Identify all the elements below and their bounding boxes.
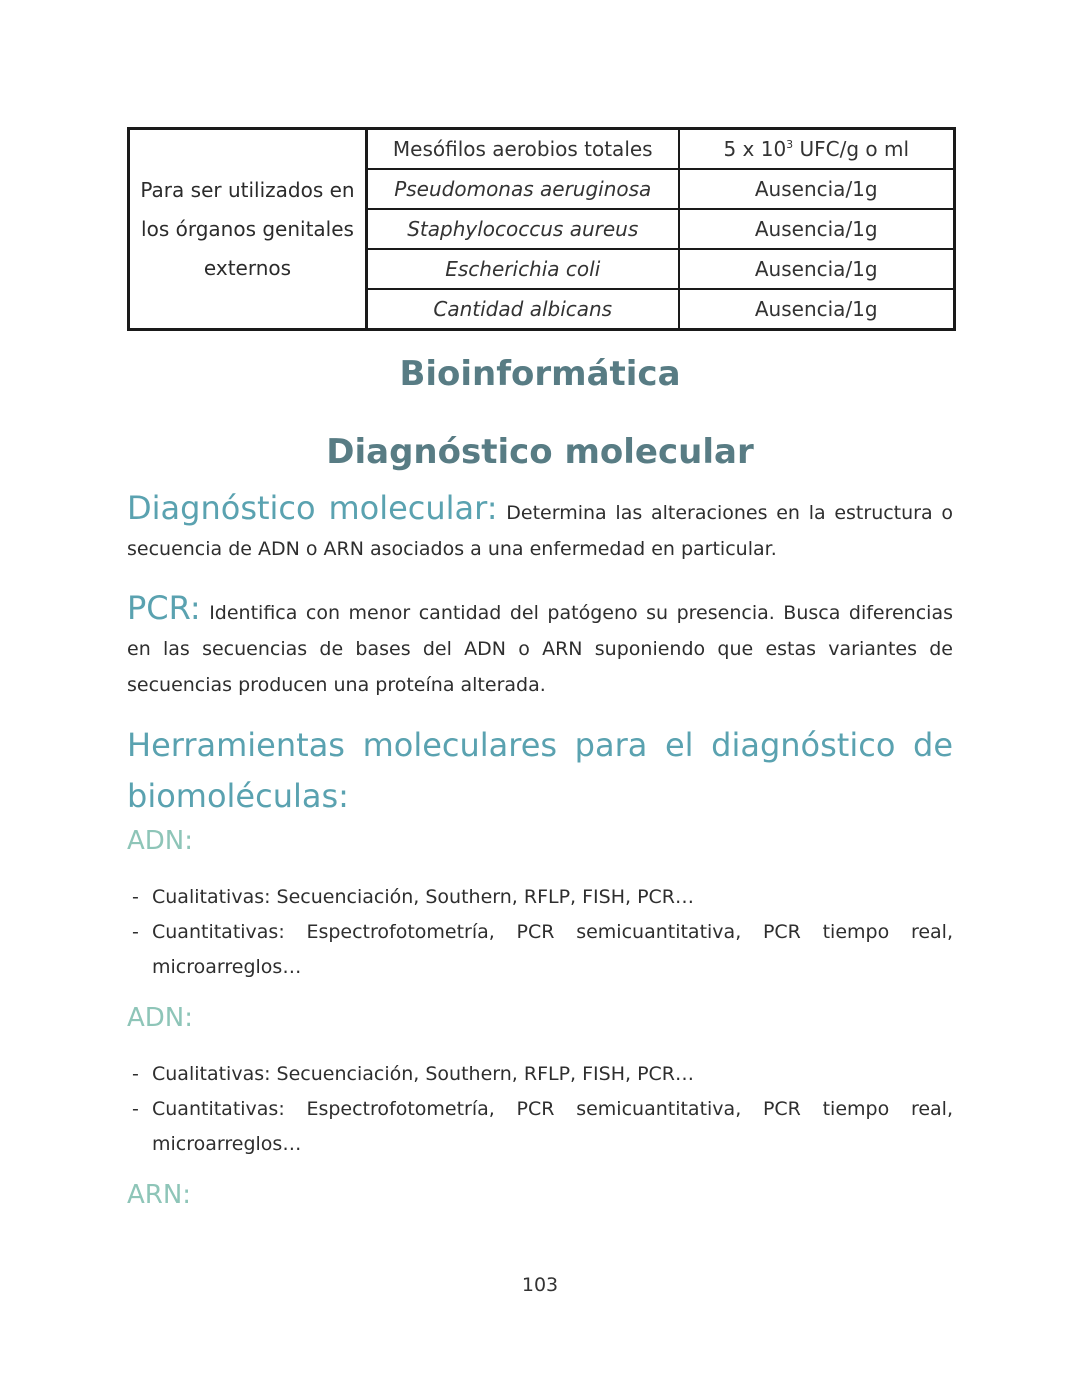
group-label: ADN: xyxy=(127,826,194,856)
table-cell-organism: Cantidad albicans xyxy=(367,289,679,330)
table-cell-limit: Ausencia/1g xyxy=(679,249,955,289)
list-item: - Cuantitativas: Espectrofotometría, PCR semicuantitativa, PCR tiempo real, microarreglos… xyxy=(127,915,953,985)
bullet-list xyxy=(127,1057,953,1162)
table-cell-organism: Escherichia coli xyxy=(367,249,679,289)
diagnosis-lead: Diagnóstico molecular: xyxy=(127,489,498,527)
list-item: - Cualitativas: Secuenciación, Southern, RFLP, FISH, PCR… xyxy=(127,880,953,915)
table-group-cell: Para ser utilizados en los órganos genitales externos xyxy=(129,129,367,330)
section-heading: Bioinformática xyxy=(399,354,681,394)
limit-exponent: 3 xyxy=(786,138,794,151)
table-row xyxy=(129,129,955,170)
table-cell-limit: Ausencia/1g xyxy=(679,209,955,249)
pcr-text: Identifica con menor cantidad del patógeno su presencia. Busca diferencias en las secuencias de bases del ADN o ARN suponiendo que estas variantes de secuencias producen una proteína alterada. xyxy=(127,602,953,696)
diagnosis-text: Determina las alteraciones en la estructura o secuencia de ADN o ARN asociados a una enfermedad en particular. xyxy=(127,502,953,560)
limit-prefix: 5 x 10 xyxy=(723,137,787,161)
tools-title: Herramientas moleculares para el diagnóstico de biomoléculas: xyxy=(127,726,953,815)
table-cell-organism: Pseudomonas aeruginosa xyxy=(367,169,679,209)
table-cell-limit xyxy=(679,129,955,170)
microbial-limits-table xyxy=(127,127,956,331)
table-cell-limit: Ausencia/1g xyxy=(679,289,955,330)
list-item: - Cualitativas: Secuenciación, Southern, RFLP, FISH, PCR… xyxy=(127,1057,953,1092)
table-cell-organism: Mesófilos aerobios totales xyxy=(367,129,679,170)
diagnosis-paragraph xyxy=(127,490,953,567)
subsection-heading: Diagnóstico molecular xyxy=(326,432,754,472)
group-label: ADN: xyxy=(127,1003,194,1033)
group-label: ARN: xyxy=(127,1180,192,1210)
limit-suffix: UFC/g o ml xyxy=(793,137,910,161)
page-number: 103 xyxy=(521,1274,559,1296)
pcr-paragraph xyxy=(127,590,953,703)
table-cell-limit: Ausencia/1g xyxy=(679,169,955,209)
bullet-list xyxy=(127,880,953,985)
table-cell-organism: Staphylococcus aureus xyxy=(367,209,679,249)
pcr-lead: PCR: xyxy=(127,589,201,627)
list-item: - Cuantitativas: Espectrofotometría, PCR semicuantitativa, PCR tiempo real, microarreglos… xyxy=(127,1092,953,1162)
